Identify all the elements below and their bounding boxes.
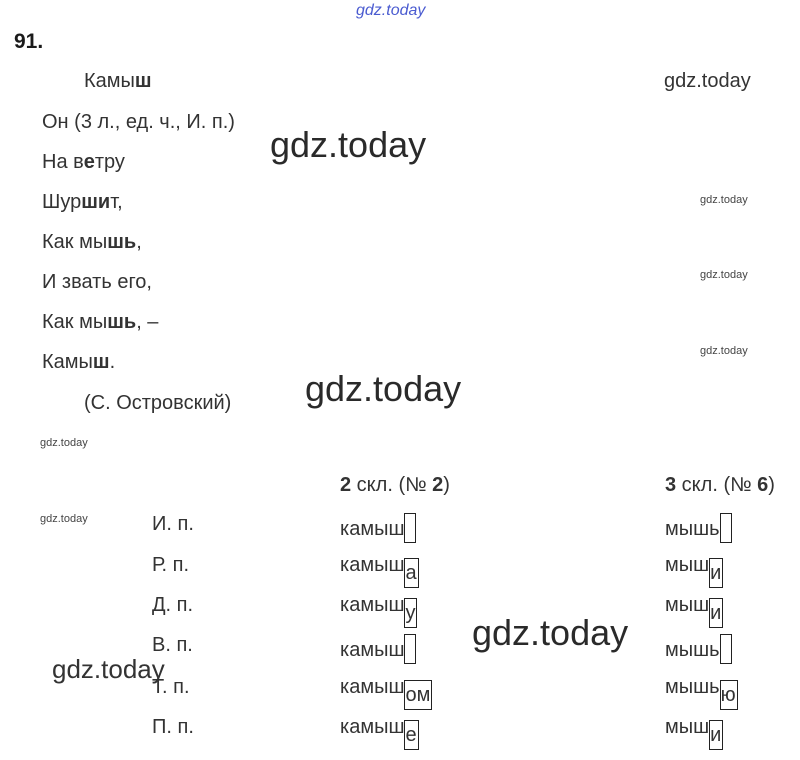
watermark-small: gdz.today (700, 345, 748, 357)
poem-line: Он (3 л., ед. ч., И. п.) (42, 111, 235, 133)
ending-box: и (709, 558, 723, 588)
case-label: И. п. (152, 513, 194, 535)
watermark-large: gdz.today (472, 612, 629, 653)
poem-line: Шуршит, (42, 191, 123, 213)
word-mysh: мышь (665, 513, 732, 543)
exercise-number: 91. (14, 30, 44, 53)
ending-box (404, 513, 416, 543)
word-mysh: мыши (665, 594, 723, 628)
ending-box (404, 634, 416, 664)
watermark-small: gdz.today (700, 194, 748, 206)
word-mysh: мышью (665, 676, 738, 710)
word-kamysh: камыша (340, 554, 419, 588)
poem-line: Как мышь, (42, 231, 142, 253)
case-label: П. п. (152, 716, 194, 738)
word-kamysh: камыш (340, 513, 416, 543)
word-kamysh: камышом (340, 676, 432, 710)
ending-box: а (404, 558, 418, 588)
watermark-large: gdz.today (270, 124, 427, 165)
poem-line: Как мышь, – (42, 311, 159, 333)
word-kamysh: камышу (340, 594, 417, 628)
word-mysh: мыши (665, 554, 723, 588)
column-header-declension-3: 3 скл. (№ 6) (665, 474, 775, 496)
poem-line: Камыш. (42, 351, 116, 373)
ending-box: и (709, 720, 723, 750)
word-mysh: мыши (665, 716, 723, 750)
poem-line: Камыш (84, 70, 152, 92)
case-label: Т. п. (152, 676, 190, 698)
case-label: Р. п. (152, 554, 190, 576)
case-label: В. п. (152, 634, 193, 656)
watermark-large: gdz.today (305, 368, 462, 409)
watermark-top: gdz.today (356, 2, 426, 19)
ending-box (720, 634, 732, 664)
ending-box: е (404, 720, 418, 750)
watermark-small: gdz.today (700, 269, 748, 281)
poem-line: И звать его, (42, 271, 152, 293)
ending-box: у (404, 598, 417, 628)
ending-box: и (709, 598, 723, 628)
poem-author: (С. Островский) (84, 392, 232, 414)
word-mysh: мышь (665, 634, 732, 664)
watermark-medium: gdz.today (52, 654, 165, 684)
watermark-small: gdz.today (40, 513, 88, 525)
word-kamysh: камыше (340, 716, 419, 750)
word-kamysh: камыш (340, 634, 416, 664)
ending-box (720, 513, 732, 543)
column-header-declension-2: 2 скл. (№ 2) (340, 474, 450, 496)
ending-box: ю (720, 680, 738, 710)
poem-line: На ветру (42, 151, 125, 173)
ending-box: ом (404, 680, 432, 710)
case-label: Д. п. (152, 594, 194, 616)
watermark-small: gdz.today (40, 437, 88, 449)
watermark: gdz.today (664, 70, 751, 92)
